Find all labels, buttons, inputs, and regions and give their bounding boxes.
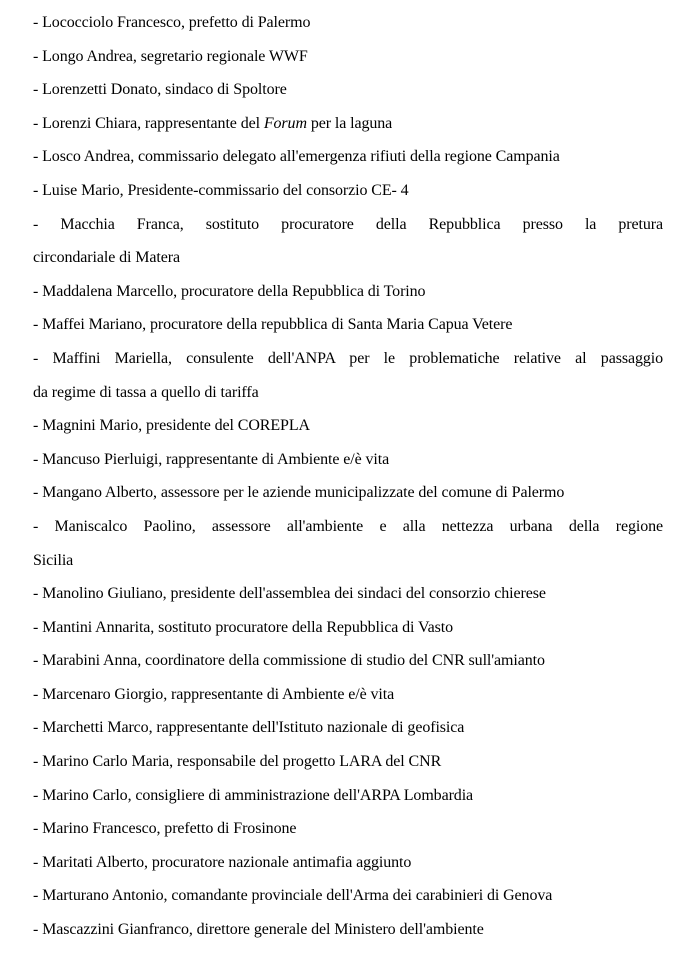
entry-text: - Maritati Alberto, procuratore nazionale antimafia aggiunto — [33, 853, 412, 871]
entry-text: - Lorenzetti Donato, sindaco di Spoltore — [33, 81, 287, 99]
list-item — [33, 476, 663, 510]
list-item — [33, 308, 663, 342]
list-item — [33, 644, 663, 678]
list-item — [33, 745, 663, 779]
entry-text: - Marchetti Marco, rappresentante dell'Istituto nazionale di geofisica — [33, 719, 465, 737]
entry-text: - Mascazzini Gianfranco, direttore generale del Ministero dell'ambiente — [33, 921, 484, 939]
list-item — [33, 140, 663, 174]
hearing-participants-list — [33, 6, 663, 947]
list-item — [33, 342, 663, 409]
entry-text-line1: - Maniscalco Paolino, assessore all'ambiente e alla nettezza urbana della regione — [33, 517, 663, 535]
list-item — [33, 443, 663, 477]
entry-text: - Maddalena Marcello, procuratore della Repubblica di Torino — [33, 282, 426, 300]
entry-text: - Mantini Annarita, sostituto procuratore della Repubblica di Vasto — [33, 618, 454, 636]
list-item — [33, 73, 663, 107]
list-item — [33, 913, 663, 947]
list-item — [33, 275, 663, 309]
list-item — [33, 611, 663, 645]
list-item — [33, 174, 663, 208]
list-item — [33, 6, 663, 40]
list-item — [33, 879, 663, 913]
entry-text: - Maffei Mariano, procuratore della repubblica di Santa Maria Capua Vetere — [33, 316, 513, 334]
list-item — [33, 846, 663, 880]
entry-text: - Losco Andrea, commissario delegato all'emergenza rifiuti della regione Campania — [33, 148, 560, 166]
entry-text-line2: Sicilia — [33, 551, 74, 569]
list-item — [33, 208, 663, 275]
entry-text: - Marino Carlo, consigliere di amministrazione dell'ARPA Lombardia — [33, 786, 474, 804]
entry-text: - Marabini Anna, coordinatore della commissione di studio del CNR sull'amianto — [33, 652, 545, 670]
entry-text: - Marino Francesco, prefetto di Frosinone — [33, 820, 297, 838]
entry-text-line1: - Macchia Franca, sostituto procuratore della Repubblica presso la pretura — [33, 215, 663, 233]
list-item — [33, 779, 663, 813]
entry-text-before: - Lorenzi Chiara, rappresentante del — [33, 114, 264, 132]
entry-text: - Marcenaro Giorgio, rappresentante di Ambiente e/è vita — [33, 685, 395, 703]
entry-text: - Mangano Alberto, assessore per le aziende municipalizzate del comune di Palermo — [33, 484, 565, 502]
entry-text-line2: circondariale di Matera — [33, 249, 180, 267]
list-item — [33, 678, 663, 712]
entry-text: - Magnini Mario, presidente del COREPLA — [33, 417, 310, 435]
entry-text: - Lococciolo Francesco, prefetto di Palermo — [33, 14, 311, 31]
entry-text-after: per la laguna — [306, 114, 393, 132]
list-item — [33, 107, 663, 141]
entry-text: - Longo Andrea, segretario regionale WWF — [33, 47, 308, 65]
entry-text: - Manolino Giuliano, presidente dell'assemblea dei sindaci del consorzio chierese — [33, 585, 546, 603]
list-item — [33, 812, 663, 846]
entry-text-line2: da regime di tassa a quello di tariffa — [33, 383, 259, 401]
list-item — [33, 577, 663, 611]
entry-text: - Mancuso Pierluigi, rappresentante di Ambiente e/è vita — [33, 450, 390, 468]
entry-text-italic: Forum — [263, 114, 307, 132]
entry-text: - Marturano Antonio, comandante provinciale dell'Arma dei carabinieri di Genova — [33, 887, 553, 905]
list-item — [33, 510, 663, 577]
list-item — [33, 409, 663, 443]
entry-text-line1: - Maffini Mariella, consulente dell'ANPA per le problematiche relative al passaggio — [33, 349, 663, 367]
entry-text: - Marino Carlo Maria, responsabile del progetto LARA del CNR — [33, 753, 442, 771]
entry-text: - Luise Mario, Presidente-commissario del consorzio CE- 4 — [33, 181, 409, 199]
list-item — [33, 711, 663, 745]
list-item — [33, 40, 663, 74]
